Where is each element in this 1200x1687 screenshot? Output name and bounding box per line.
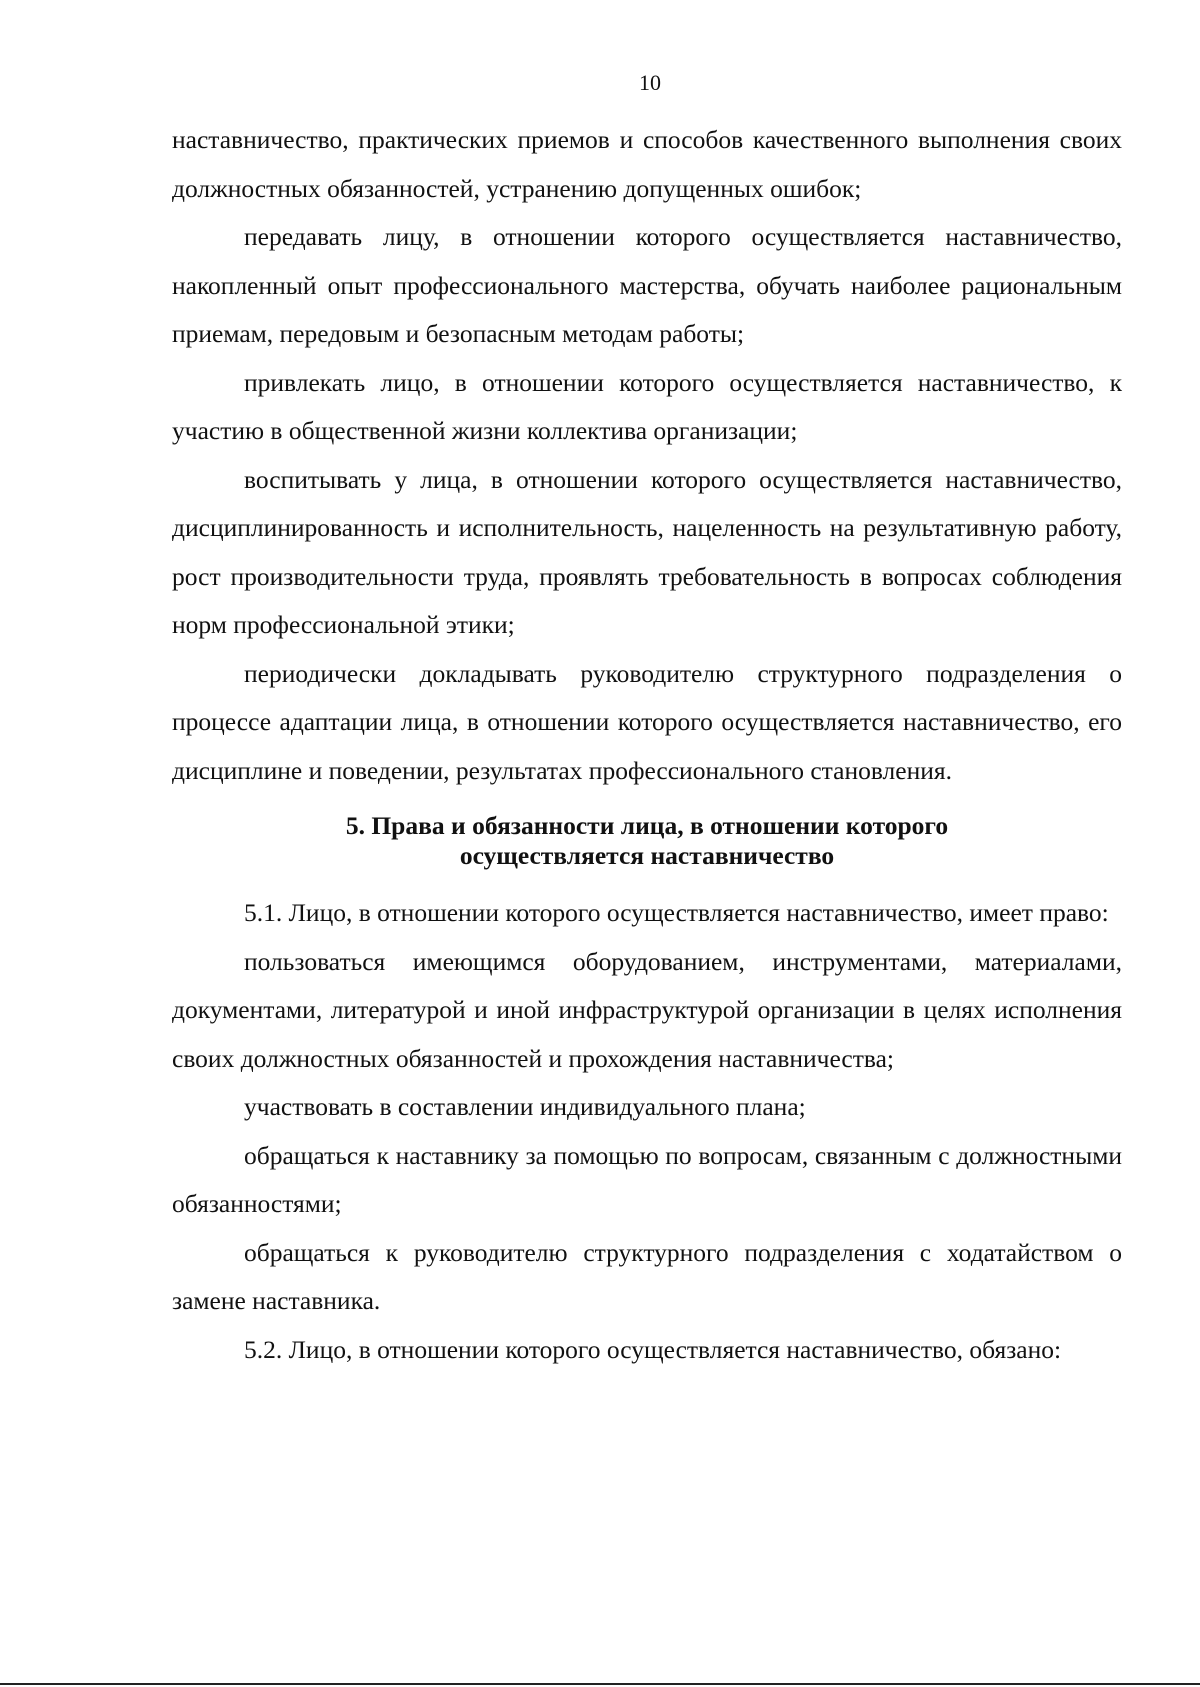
section-heading-line-1: 5. Права и обязанности лица, в отношении которого xyxy=(345,811,949,840)
section-heading xyxy=(172,811,1122,871)
paragraph-report-periodically: периодически докладывать руководителю структурного подразделения о процессе адаптации лица, в отношении которого осуществляется наставничество, его дисциплине и поведении, результатах профессионального становления. xyxy=(172,658,1122,785)
paragraph-involve-social-life: привлекать лицо, в отношении которого осуществляется наставничество, к участию в общественной жизни коллектива организации; xyxy=(172,367,1122,445)
paragraph-educate-discipline: воспитывать у лица, в отношении которого осуществляется наставничество, дисциплинированность и исполнительность, нацеленность на результативную работу, рост производительности труда, проявлять требовательность в вопросах соблюдения норм профессиональной этики; xyxy=(172,464,1122,639)
section-heading-line-2: осуществляется наставничество xyxy=(459,841,835,870)
paragraph-rights-intro: 5.1. Лицо, в отношении которого осуществляется наставничество, имеет право: xyxy=(244,898,1109,927)
paragraph-transfer-experience: передавать лицу, в отношении которого осуществляется наставничество, накопленный опыт профессионального мастерства, обучать наиболее рациональным приемам, передовым и безопасным методам работы; xyxy=(172,222,1122,348)
paragraph-use-equipment: пользоваться имеющимся оборудованием, инструментами, материалами, документами, литературой и иной инфраструктурой организации в целях исполнения своих должностных обязанностей и прохождения наставничества; xyxy=(172,946,1122,1073)
page-bottom-divider xyxy=(0,1683,1200,1685)
document-body xyxy=(172,116,1122,1374)
page-number: 10 xyxy=(639,70,661,95)
paragraph-request-replacement: обращаться к руководителю структурного подразделения с ходатайством о замене наставника. xyxy=(172,1237,1122,1315)
paragraph-participate-plan: участвовать в составлении индивидуального плана; xyxy=(244,1092,806,1121)
paragraph-ask-mentor: обращаться к наставнику за помощью по вопросам, связанным с должностными обязанностями; xyxy=(172,1140,1122,1218)
paragraph-continuation: наставничество, практических приемов и способов качественного выполнения своих должностных обязанностей, устранению допущенных ошибок; xyxy=(172,125,1122,203)
paragraph-obligations-intro: 5.2. Лицо, в отношении которого осуществляется наставничество, обязано: xyxy=(244,1334,1062,1364)
